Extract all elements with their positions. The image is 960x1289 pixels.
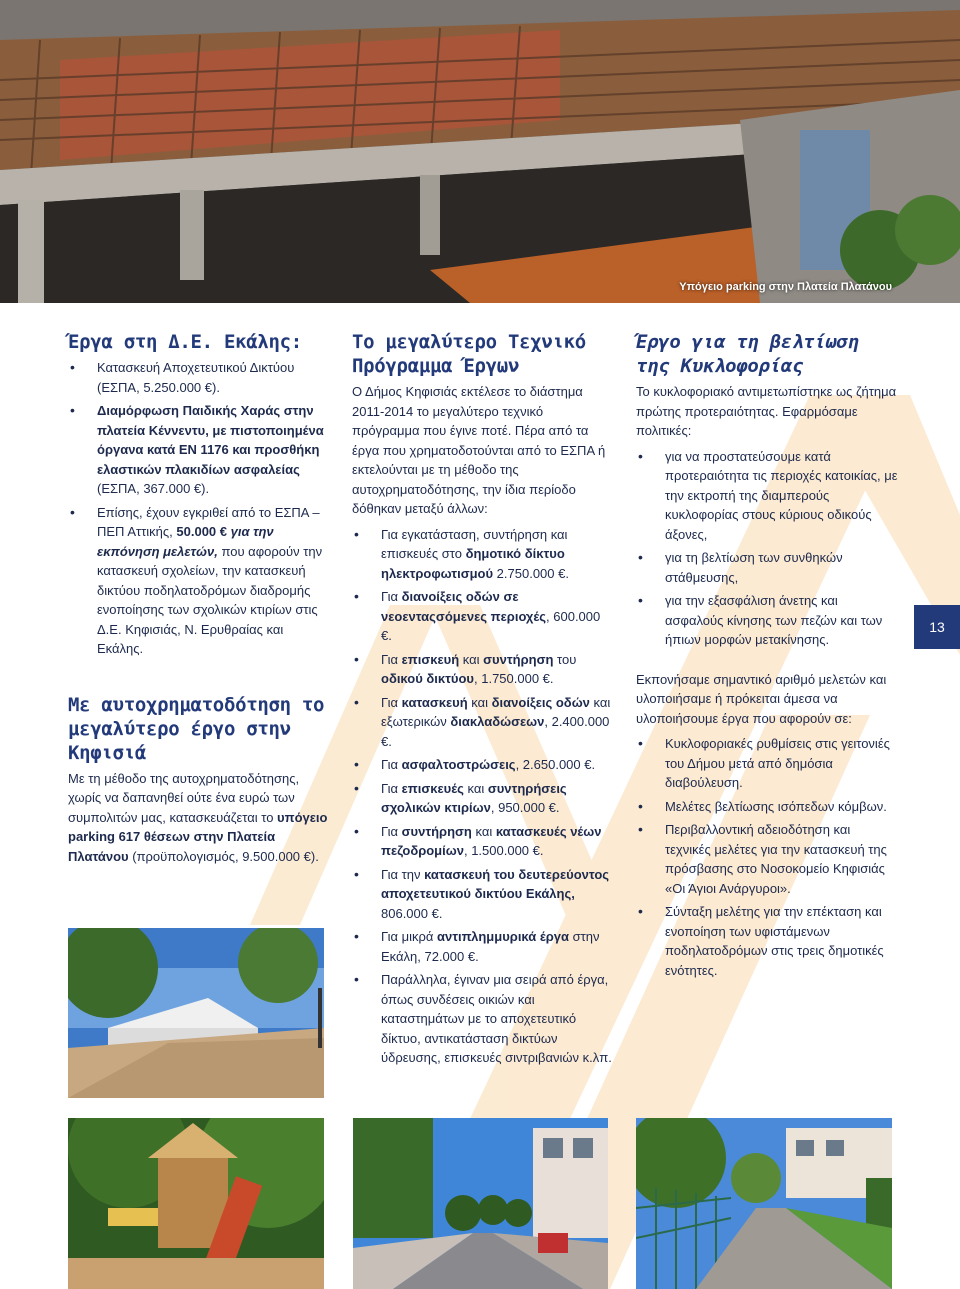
list-item: • Για ασφαλτοστρώσεις, 2.650.000 €.: [352, 755, 614, 775]
selffinancing-paragraph: Με τη μέθοδο της αυτοχρηματοδότησης, χωρίς να δαπανηθεί ούτε ένα ευρώ των συμπολιτών μας, κατασκευάζεται το υπόγειο parking 617 θέσεων στην Πλατεία Πλατάνου (προϋπολογισμός, 9.500.000 €).: [68, 770, 328, 864]
list-item: • Κατασκευή Αποχετευτικού Δικτύου (ΕΣΠΑ, 5.250.000 €).: [68, 358, 330, 397]
traffic-policies-list: [636, 447, 898, 650]
photo-street: [353, 1118, 608, 1289]
technical-program-intro: Ο Δήμος Κηφισιάς εκτέλεσε το διάστημα 2011-2014 το μεγαλύτερο τεχνικό πρόγραμμα που έγινε ποτέ. Πέρα από τα έργα που χρηματοδοτούνται από το ΕΣΠΑ ή εκτελούνται με τη μέθοδο της αυτοχρηματοδότησης, την ίδια περίοδο δόθηκαν μεταξύ άλλων:: [352, 384, 606, 516]
section-title-ekali: Έργα στη Δ.Ε. Εκάλης:: [68, 331, 302, 353]
list-item: • για να προστατεύσουμε κατά προτεραιότητα τις περιοχές κατοικίας, με την εκτροπή της διαμπερούς κυκλοφορίας στους κύριους οδικούς άξονες,: [636, 447, 898, 545]
ekali-works-list: [68, 358, 330, 659]
list-item: • για τη βελτίωση των συνθηκών στάθμευσης,: [636, 548, 898, 587]
traffic-studies-intro: Εκπονήσαμε σημαντικό αριθμό μελετών και υλοποιήσαμε ή πρόκειται άμεσα να υλοποιήσουμε έργα που αφορούν σε:: [636, 671, 887, 726]
photo-park-lane: [68, 928, 324, 1098]
list-item: • Μελέτες βελτίωσης ισόπεδων κόμβων.: [636, 797, 898, 817]
section-title-technical-program: Το μεγαλύτερο Τεχνικό Πρόγραμμα Έργων: [352, 331, 586, 377]
list-item: • Περιβαλλοντική αδειοδότηση και τεχνικές μελέτες για την κατασκευή της πρόσβασης στο Νοσοκομείο Κηφισιάς «Οι Άγιοι Ανάργυροι».: [636, 820, 898, 898]
list-item: • Για επισκευές και συντηρήσεις σχολικών κτιρίων, 950.000 €.: [352, 779, 614, 818]
list-item: • Σύνταξη μελέτης για την επέκταση και ενοποίηση των υφιστάμενων ποδηλατοδρόμων στις τρεις δημοτικές ενότητες.: [636, 902, 898, 980]
hero-photo: [0, 0, 960, 303]
technical-program-list: [352, 525, 614, 1068]
photo-playground: [68, 1118, 324, 1289]
column-technical-program: [352, 330, 614, 1072]
list-item: • για την εξασφάλιση άνετης και ασφαλούς κίνησης των πεζών και των ήπιων μορφών μετακίνησης.: [636, 591, 898, 650]
column-traffic: [636, 330, 898, 984]
photo-pedestrian-path: [636, 1118, 892, 1289]
hero-caption: Υπόγειο parking στην Πλατεία Πλατάνου: [679, 281, 892, 293]
traffic-studies-list: [636, 734, 898, 980]
list-item: • Για εγκατάσταση, συντήρηση και επισκευές στο δημοτικό δίκτυο ηλεκτροφωτισμού 2.750.000 €.: [352, 525, 614, 584]
list-item: • Για συντήρηση και κατασκευές νέων πεζοδρομίων, 1.500.000 €.: [352, 822, 614, 861]
list-item: • Παράλληλα, έγιναν μια σειρά από έργα, όπως συνδέσεις οικιών και καταστημάτων με το αποχετευτικό δίκτυο, αντικατάσταση δικτύων ύδρευσης, επισκευές σιντριβανιών κ.λπ.: [352, 970, 614, 1068]
list-item: • Για την κατασκευή του δευτερεύοντος αποχετευτικού δικτύου Εκάλης, 806.000 €.: [352, 865, 614, 924]
list-item: • Για κατασκευή και διανοίξεις οδών και εξωτερικών διακλαδώσεων, 2.400.000 €.: [352, 693, 614, 752]
column-ekali: [68, 330, 330, 866]
list-item: • Διαμόρφωση Παιδικής Χαράς στην πλατεία Κέννεντυ, με πιστοποιημένα όργανα κατά EN 1176 και προσθήκη ελαστικών πλακιδίων ασφαλείας (ΕΣΠΑ, 367.000 €).: [68, 401, 330, 499]
traffic-intro: Το κυκλοφοριακό αντιμετωπίστηκε ως ζήτημα πρώτης προτεραιότητας. Εφαρμόσαμε πολιτικές:: [636, 384, 897, 438]
list-item: • Επίσης, έχουν εγκριθεί από το ΕΣΠΑ – ΠΕΠ Αττικής, 50.000 € για την εκπόνηση μελετών, που αφορούν την κατασκευή σχολείων, την κατασκευή δικτύου ποδηλατοδρόμων διαδρομής ενοποίησης των σχολικών κτιρίων στις Δ.Ε. Κηφισιάς, Ν. Ερυθραίας και Εκάλης.: [68, 503, 330, 659]
list-item: • Για διανοίξεις οδών σε νεοενταςσόμενες περιοχές, 600.000 €.: [352, 587, 614, 646]
section-title-selffinancing: Με αυτοχρηματοδότηση το μεγαλύτερο έργο στην Κηφισιά: [68, 693, 325, 764]
list-item: • Για επισκευή και συντήρηση του οδικού δικτύου, 1.750.000 €.: [352, 650, 614, 689]
list-item: • Για μικρά αντιπλημμυρικά έργα στην Εκάλη, 72.000 €.: [352, 927, 614, 966]
page-number: 13: [914, 605, 960, 649]
list-item: • Κυκλοφοριακές ρυθμίσεις στις γειτονιές του Δήμου μετά από δημόσια διαβούλευση.: [636, 734, 898, 793]
section-title-traffic: Έργο για τη βελτίωση της Κυκλοφορίας: [636, 331, 859, 377]
